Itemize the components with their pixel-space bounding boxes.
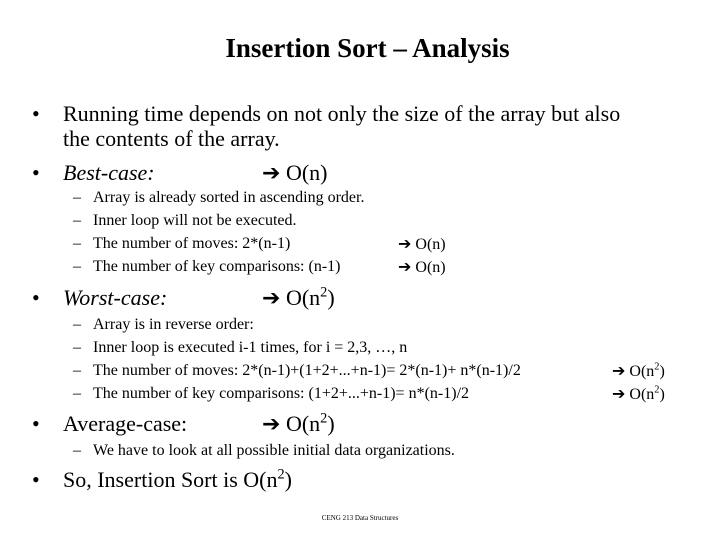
average-case-label: Average-case: (63, 411, 188, 436)
worst-case-item-3-complexity-close: ) (659, 363, 665, 380)
right-arrow-icon: ➔ (612, 384, 626, 403)
dash-icon: – (73, 442, 81, 459)
worst-case-complexity-base: O(n (285, 285, 321, 310)
best-case-item-4: The number of key comparisons: (n-1) (93, 258, 341, 275)
dash-icon: – (73, 235, 81, 252)
conclusion-close: ) (284, 467, 292, 492)
right-arrow-icon: ➔ (262, 412, 281, 437)
slide-title: Insertion Sort – Analysis (225, 33, 510, 63)
average-case-complexity-base: O(n (285, 411, 321, 436)
best-case-item-3-complexity (398, 233, 446, 256)
footer: CENG 213 Data Structures (321, 514, 399, 522)
dash-icon: – (73, 385, 81, 402)
worst-case-item-3: The number of moves: 2*(n-1)+(1+2+...+n-1)= 2*(n-1)+ n*(n-1)/2 (93, 362, 521, 379)
worst-case-complexity (262, 285, 335, 312)
worst-case-item-4: The number of key comparisons: (1+2+...+n-1)= n*(n-1)/2 (93, 385, 470, 402)
average-case-complexity (262, 411, 335, 438)
bullet-dot-icon: • (32, 285, 40, 310)
conclusion (63, 467, 292, 493)
worst-case-item-4-complexity-base: O(n (629, 386, 655, 403)
dash-icon: – (73, 339, 81, 356)
best-case-complexity (262, 160, 327, 187)
right-arrow-icon: ➔ (262, 161, 281, 186)
bullet-dot-icon: • (32, 467, 40, 492)
best-case-item-4-complexity (398, 256, 446, 279)
worst-case-item-3-complexity-exp: 2 (654, 361, 660, 373)
best-case-complexity-value: O(n) (285, 160, 328, 185)
best-case-item-1: Array is already sorted in ascending order. (93, 189, 365, 206)
best-case-item-3: The number of moves: 2*(n-1) (93, 235, 291, 252)
average-case-item-1: We have to look at all possible initial data organizations. (93, 442, 455, 459)
bullet-dot-icon: • (32, 101, 40, 126)
dash-icon: – (73, 362, 81, 379)
average-case-complexity-exp: 2 (320, 410, 328, 427)
worst-case-item-4-complexity-exp: 2 (654, 384, 660, 396)
bullet-dot-icon: • (32, 160, 40, 185)
best-case-item-3-complexity-value: O(n) (415, 236, 446, 253)
worst-case-item-3-complexity-base: O(n (629, 363, 655, 380)
worst-case-complexity-close: ) (327, 285, 335, 310)
worst-case-item-3-complexity (612, 360, 665, 383)
right-arrow-icon: ➔ (612, 361, 626, 380)
worst-case-label: Worst-case: (63, 285, 168, 310)
worst-case-item-4-complexity (612, 383, 665, 406)
running-time-line-2: the contents of the array. (63, 126, 280, 151)
bullet-dot-icon: • (32, 411, 40, 436)
worst-case-complexity-exp: 2 (320, 284, 328, 301)
best-case-label: Best-case: (63, 160, 155, 185)
average-case-complexity-close: ) (327, 411, 335, 436)
right-arrow-icon: ➔ (398, 234, 412, 253)
worst-case-item-4-complexity-close: ) (659, 386, 665, 403)
dash-icon: – (73, 316, 81, 333)
conclusion-text: So, Insertion Sort is O(n (63, 467, 278, 492)
worst-case-item-2: Inner loop is executed i-1 times, for i = 2,3, …, n (93, 339, 408, 356)
right-arrow-icon: ➔ (262, 286, 281, 311)
best-case-item-4-complexity-value: O(n) (415, 259, 446, 276)
conclusion-exp: 2 (277, 466, 285, 483)
running-time-line-1: Running time depends on not only the size of the array but also (63, 101, 621, 126)
dash-icon: – (73, 189, 81, 206)
worst-case-item-1: Array is in reverse order: (93, 316, 254, 333)
right-arrow-icon: ➔ (398, 257, 412, 276)
dash-icon: – (73, 212, 81, 229)
dash-icon: – (73, 258, 81, 275)
best-case-item-2: Inner loop will not be executed. (93, 212, 297, 229)
